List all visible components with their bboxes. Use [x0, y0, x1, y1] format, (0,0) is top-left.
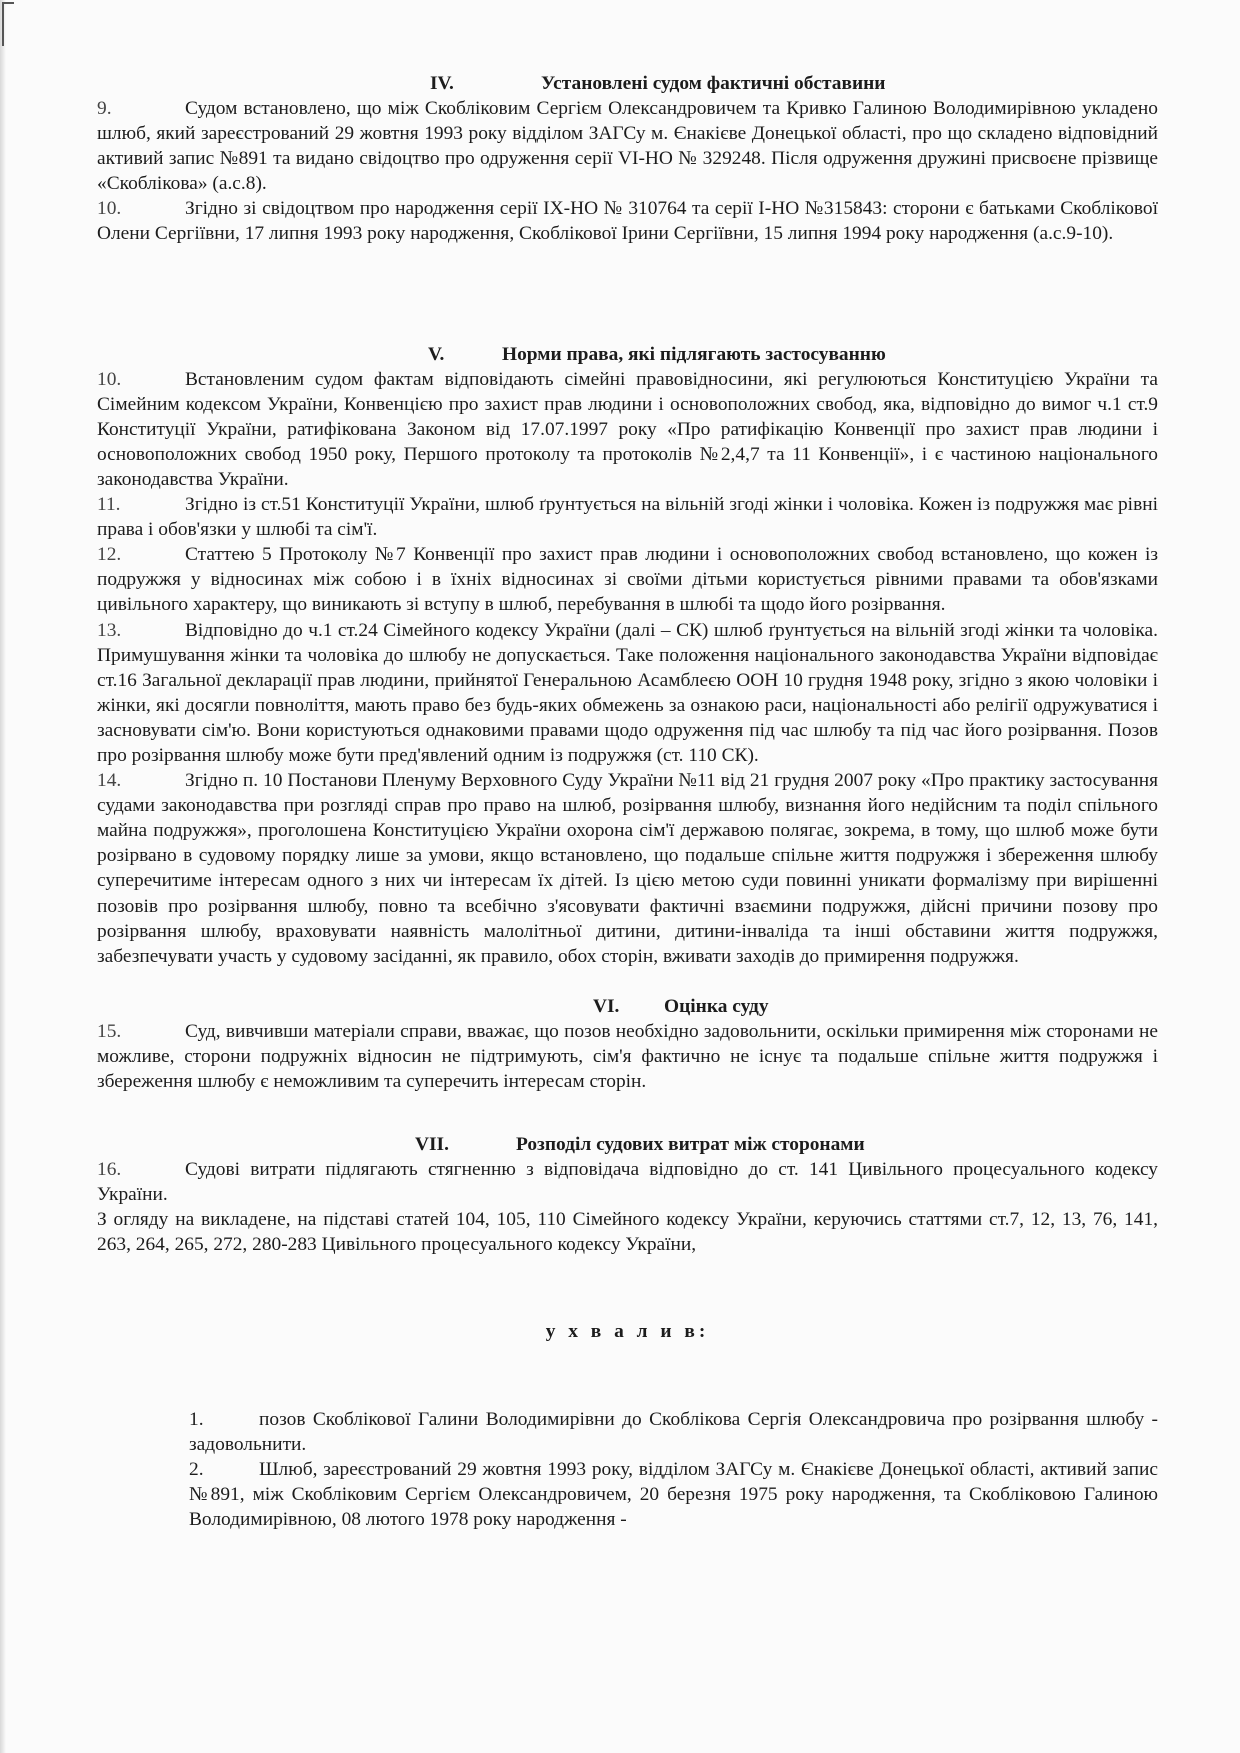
section-number: VII.	[415, 1134, 449, 1156]
paragraph-14	[97, 768, 1158, 969]
scan-corner-mark	[2, 2, 14, 46]
paragraph-12	[97, 542, 1158, 617]
paragraph-16	[97, 1157, 1158, 1207]
paragraph-text: Судом встановлено, що між Скобліковим Сергієм Олександровичем та Кривко Галиною Володимирівною укладено шлюб, який зареєстрований 29 жовтня 1993 року відділом ЗАГСу м. Єнакієве Донецької області, про що складено відповідний активий запис №891 та видано свідоцтво про одруження серії VI-НО № 329248. Після одруження дружині присвоєне прізвище «Скоблікова» (а.с.8).	[97, 98, 1158, 195]
resolution-heading: у х в а л и в:	[545, 1321, 710, 1343]
paragraph-text: Згідно із ст.51 Конституції України, шлюб ґрунтується на вільній згоді жінки і чоловіка. Кожен із подружжя має рівні права і обов'язки у шлюбі та сім'ї.	[97, 494, 1158, 541]
item-text: Шлюб, зареєстрований 29 жовтня 1993 року, відділом ЗАГСу м. Єнакієве Донецької області, активий запис №891, між Скобліковим Сергієм Олександровичем, 20 березня 1975 року народження, та Скобліковою Галиною Володимирівною, 08 лютого 1978 року народження -	[189, 1458, 1158, 1530]
section-number: V.	[428, 343, 445, 365]
section-number: VI.	[593, 995, 620, 1017]
section-heading-vii	[97, 1132, 1158, 1157]
paragraph-text: Статтею 5 Протоколу №7 Конвенції про захист прав людини і основоположних свобод встановлено, що кожен із подружжя у відносинах між собою і в їхніх відносинах зі своїми дітьми користується рівними правами та обов'язками цивільного характеру, що виникають зі вступу в шлюб, перебування в шлюбі та щодо його розірвання.	[97, 544, 1158, 616]
conclusion-paragraph: З огляду на викладене, на підставі статей 104, 105, 110 Сімейного кодексу України, керуючись статтями ст.7, 12, 13, 76, 141, 263, 264, 265, 272, 280-283 Цивільного процесуального кодексу України,	[97, 1209, 1158, 1256]
ruling-item-2	[189, 1457, 1158, 1532]
item-number: 1.	[189, 1408, 204, 1430]
section-title: Оцінка суду	[664, 995, 769, 1017]
section-heading-iv	[97, 71, 1158, 96]
paragraph-text: Встановленим судом фактам відповідають сімейні правовідносини, які регулюються Конституцією України та Сімейним кодексом України, Конвенцією про захист прав людини і основоположних свобод, яка, відповідно до вимог ч.1 ст.9 Конституції України, ратифікована Законом від 17.07.1997 року «Про ратифікацію Конвенції про захист прав людини і основоположних свобод 1950 року, Першого протоколу та протоколів №2,4,7 та 11 Конвенції», і є частиною національного законодавства України.	[97, 368, 1158, 490]
paragraph-text: Згідно п. 10 Постанови Пленуму Верховного Суду України №11 від 21 грудня 2007 року «Про практику застосування судами законодавства при розгляді справ про право на шлюб, розірвання шлюбу, визнання його недійсним та поділ спільного майна подружжя», проголошена Конституцією України охорона сім'ї державою полягає, зокрема, в тому, що шлюб може бути розірвано в судовому порядку лише за умови, якщо встановлено, що подальше спільне життя подружжя і збереження шлюбу суперечитиме інтересам одного з них чи інтересам їх дітей. Із цією метою суди повинні уникати формалізму при вирішенні позовів про розірвання шлюбу, повно та всебічно з'ясовувати фактичні взаємини подружжя, дійсні причини позову про розірвання шлюбу, враховувати наявність малолітньої дитини, дитини-інваліда та інші обставини життя подружжя, забезпечувати участь у судовому засіданні, як правило, обох сторін, вживати заходів до примирення подружжя.	[97, 770, 1158, 967]
paragraph-number: 13.	[97, 619, 122, 641]
item-text: позов Скоблікової Галини Володимирівни до Скоблікова Сергія Олександровича про розірвання шлюбу - задовольнити.	[189, 1408, 1158, 1455]
paragraph-13	[97, 618, 1158, 769]
paragraph-number: 11.	[97, 494, 121, 516]
paragraph-number: 10.	[97, 368, 122, 390]
paragraph-text: Відповідно до ч.1 ст.24 Сімейного кодексу України (далі – СК) шлюб ґрунтується на вільній згоді жінки та чоловіка. Примушування жінки та чоловіка до шлюбу не допускається. Таке положення національного законодавства України відповідає ст.16 Загальної декларації прав людини, прийнятої Генеральною Асамблеєю ООН 10 грудня 1948 року, згідно з якою чоловіки і жінки, які досягли повноліття, мають право без будь-яких обмежень за ознакою раси, національності або релігії одружуватися і засновувати сім'ю. Вони користуються однаковими правами щодо одруження під час шлюбу та під час його розірвання. Позов про розірвання шлюбу може бути пред'явлений одним із подружжя (ст. 110 СК).	[97, 619, 1158, 766]
section-heading-v	[97, 342, 1158, 367]
scan-edge-shadow	[0, 0, 6, 1753]
paragraph-number: 9.	[97, 98, 112, 119]
item-number: 2.	[189, 1458, 204, 1480]
ruling-item-1	[189, 1407, 1158, 1457]
paragraph-10b	[97, 367, 1158, 492]
paragraph-number: 16.	[97, 1159, 122, 1181]
paragraph-9	[97, 96, 1158, 196]
paragraph-11	[97, 492, 1158, 542]
section-number: IV.	[430, 73, 454, 94]
paragraph-text: Суд, вивчивши матеріали справи, вважає, що позов необхідно задовольнити, оскільки примирення між сторонами не можливе, сторони подружніх відносин не підтримують, сім'я фактично не існує та подальше спільне життя подружжя і збереження шлюбу є неможливим та суперечить інтересам сторін.	[97, 1020, 1158, 1092]
section-title: Норми права, які підлягають застосуванню	[502, 343, 886, 365]
section-heading-vi	[97, 994, 1158, 1019]
paragraph-number: 10.	[97, 198, 122, 220]
paragraph-text: Згідно зі свідоцтвом про народження серії ІХ-НО № 310764 та серії І-НО №315843: сторони є батьками Скоблікової Олени Сергіївни, 17 липня 1993 року народження, Скоблікової Ірини Сергіївни, 15 липня 1994 року народження (а.с.9-10).	[97, 198, 1158, 245]
section-title: Розподіл судових витрат між сторонами	[516, 1134, 865, 1156]
paragraph-15	[97, 1019, 1158, 1094]
paragraph-number: 14.	[97, 770, 122, 792]
paragraph-text: Судові витрати підлягають стягненню з відповідача відповідно до ст. 141 Цивільного процесуального кодексу України.	[97, 1159, 1158, 1206]
paragraph-number: 12.	[97, 544, 122, 566]
paragraph-10a	[97, 196, 1158, 246]
document-body	[97, 71, 1158, 1532]
paragraph-number: 15.	[97, 1020, 122, 1042]
section-title: Установлені судом фактичні обставини	[541, 73, 886, 94]
